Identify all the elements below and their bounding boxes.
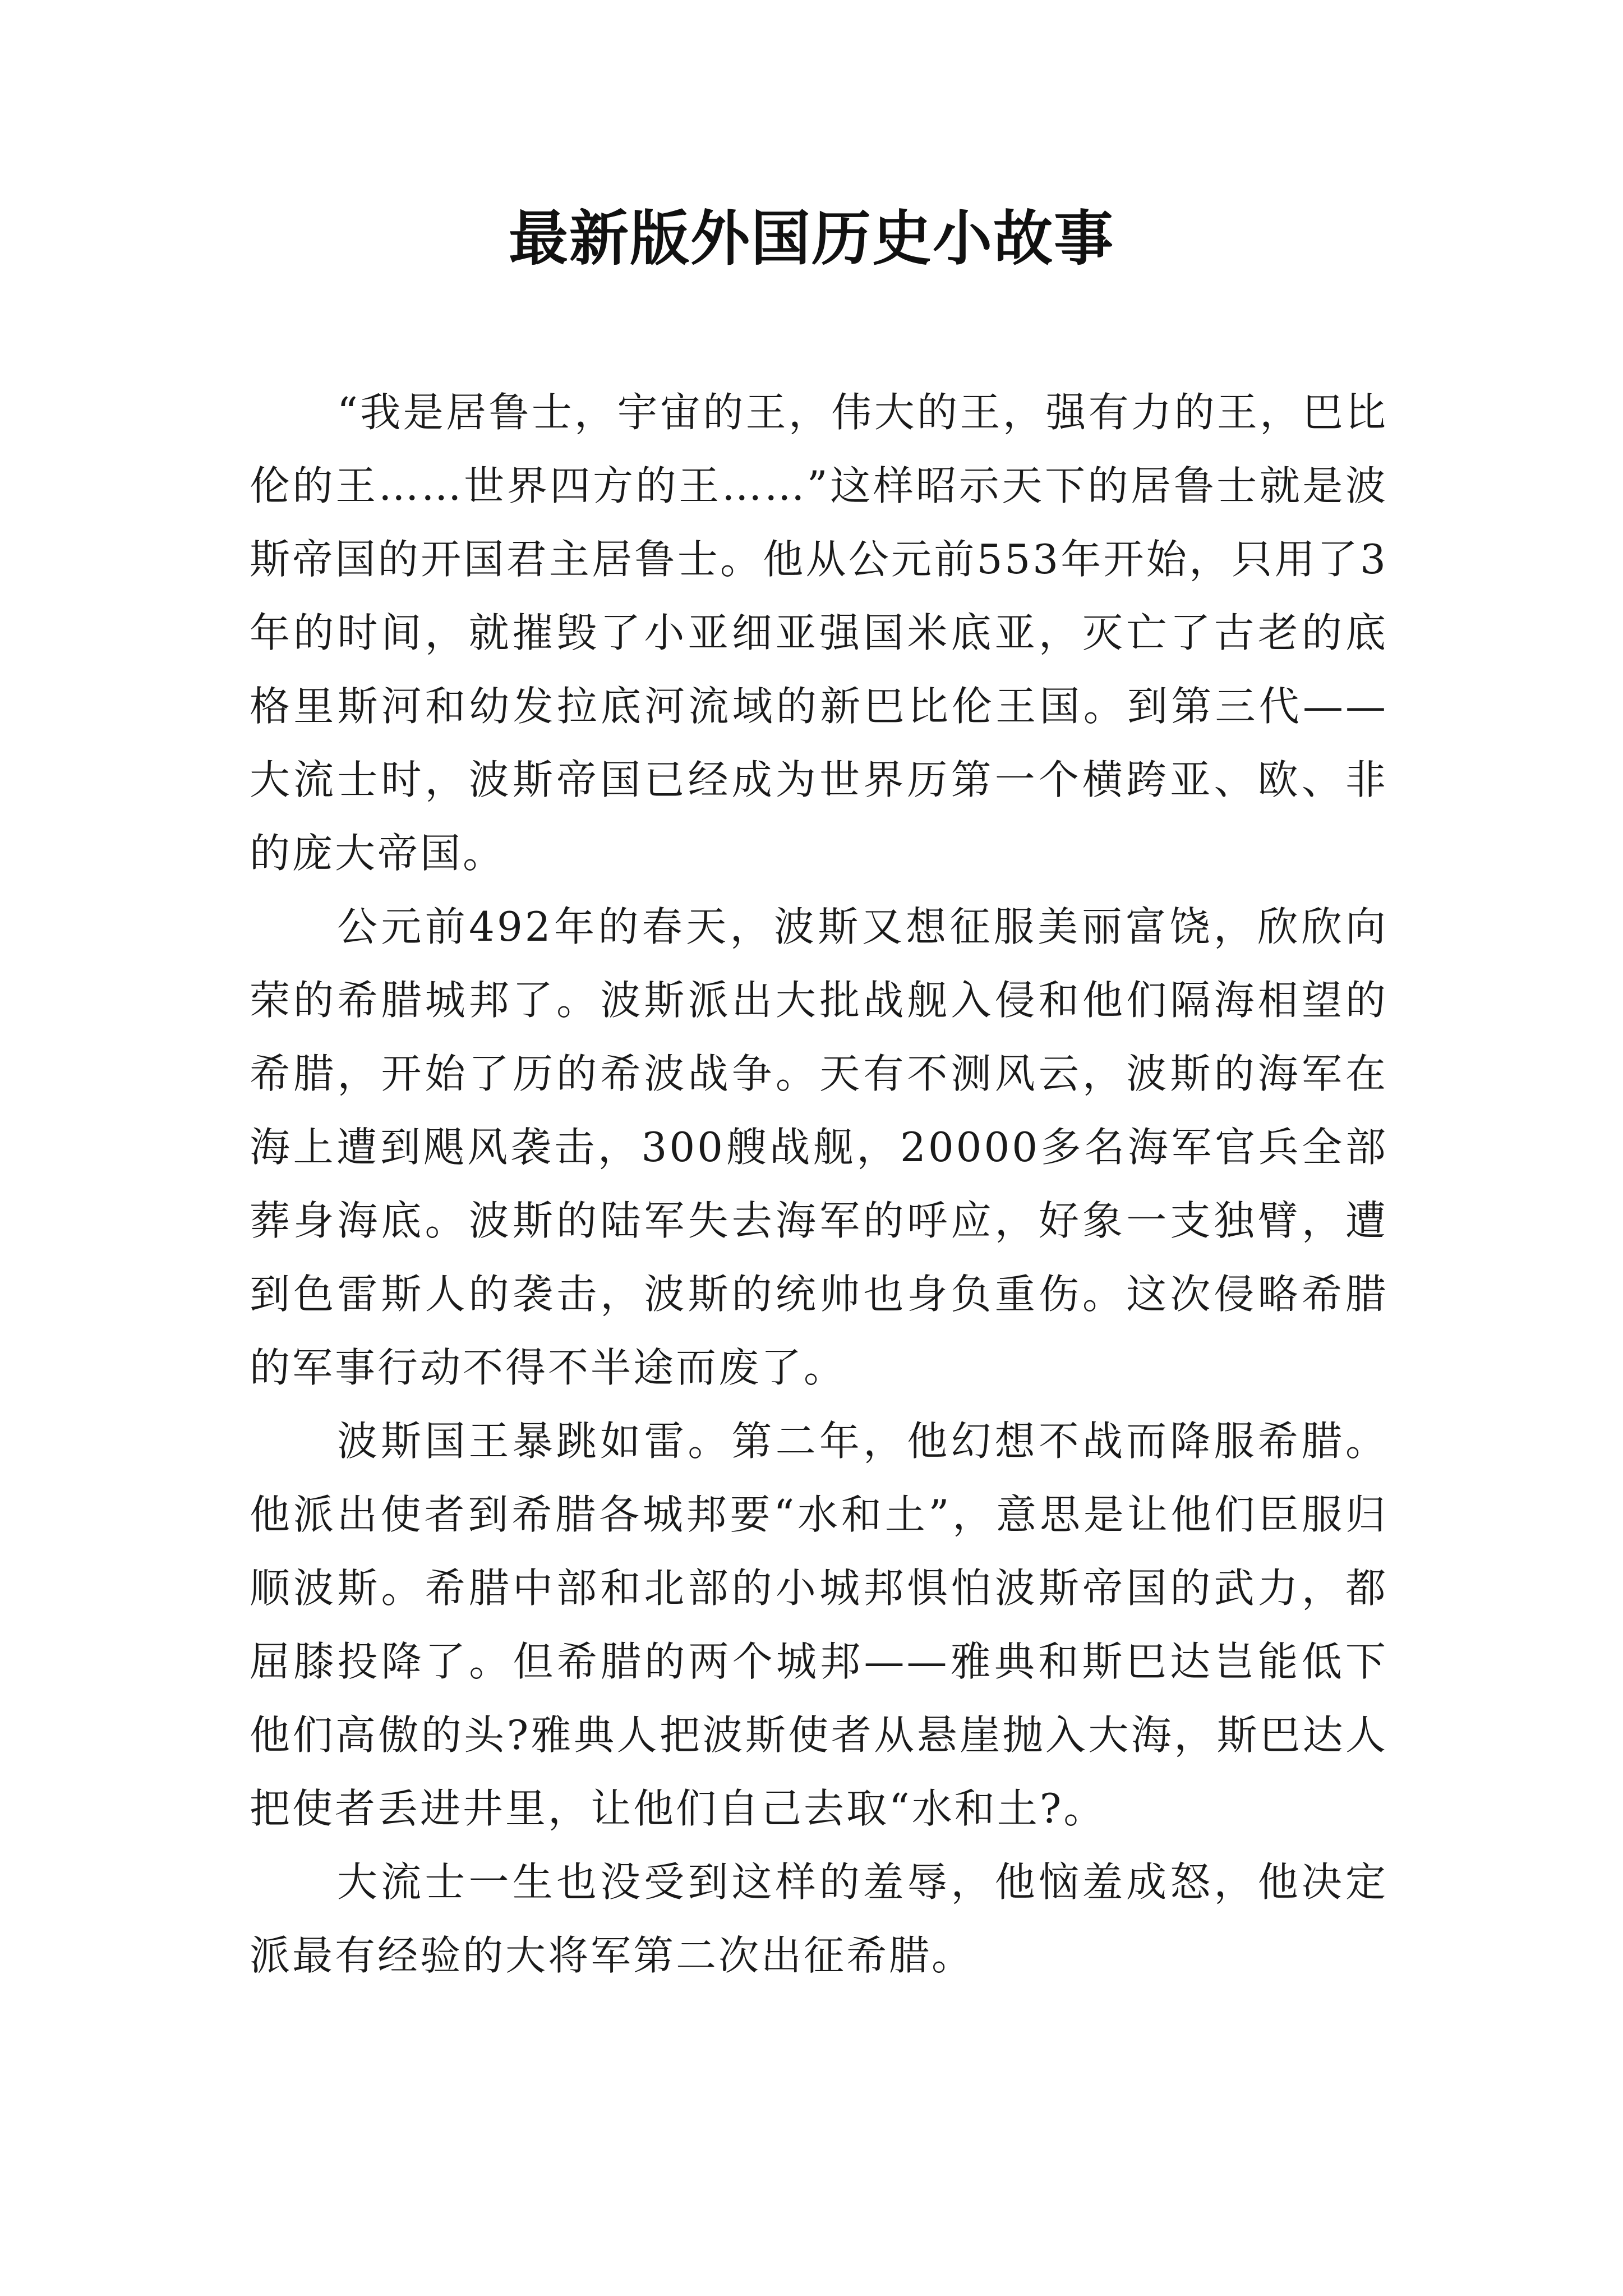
document-body: [250, 376, 1388, 1993]
document-title: 最新版外国历史小故事: [509, 203, 1114, 273]
paragraph-3: 波斯国王暴跳如雷。第二年，他幻想不战而降服希腊。他派出使者到希腊各城邦要“水和土”，意思是让他们臣服归顺波斯。希腊中部和北部的小城邦惧怕波斯帝国的武力，都屈膝投降了。但希腊的两个城邦——雅典和斯巴达岂能低下他们高傲的头?雅典人把波斯使者从悬崖抛入大海，斯巴达人把使者丢进井里，让他们自己去取“水和土?。: [250, 1418, 1388, 1832]
paragraph-2: 公元前492年的春天，波斯又想征服美丽富饶，欣欣向荣的希腊城邦了。波斯派出大批战舰入侵和他们隔海相望的希腊，开始了历的希波战争。天有不测风云，波斯的海军在海上遭到飓风袭击，300艘战舰，20000多名海军官兵全部葬身海底。波斯的陆军失去海军的呼应，好象一支独臂，遭到色雷斯人的袭击，波斯的统帅也身负重伤。这次侵略希腊的军事行动不得不半途而废了。: [250, 903, 1388, 1391]
paragraph-4: 大流士一生也没受到这样的羞辱，他恼羞成怒，他决定派最有经验的大将军第二次出征希腊。: [250, 1858, 1388, 1979]
paragraph-1: “我是居鲁士，宇宙的王，伟大的王，强有力的王，巴比伦的王……世界四方的王……”这样昭示天下的居鲁士就是波斯帝国的开国君主居鲁士。他从公元前553年开始，只用了3年的时间，就摧毁了小亚细亚强国米底亚，灭亡了古老的底格里斯河和幼发拉底河流域的新巴比伦王国。到第三代——大流士时，波斯帝国已经成为世界历第一个横跨亚、欧、非的庞大帝国。: [250, 389, 1388, 877]
